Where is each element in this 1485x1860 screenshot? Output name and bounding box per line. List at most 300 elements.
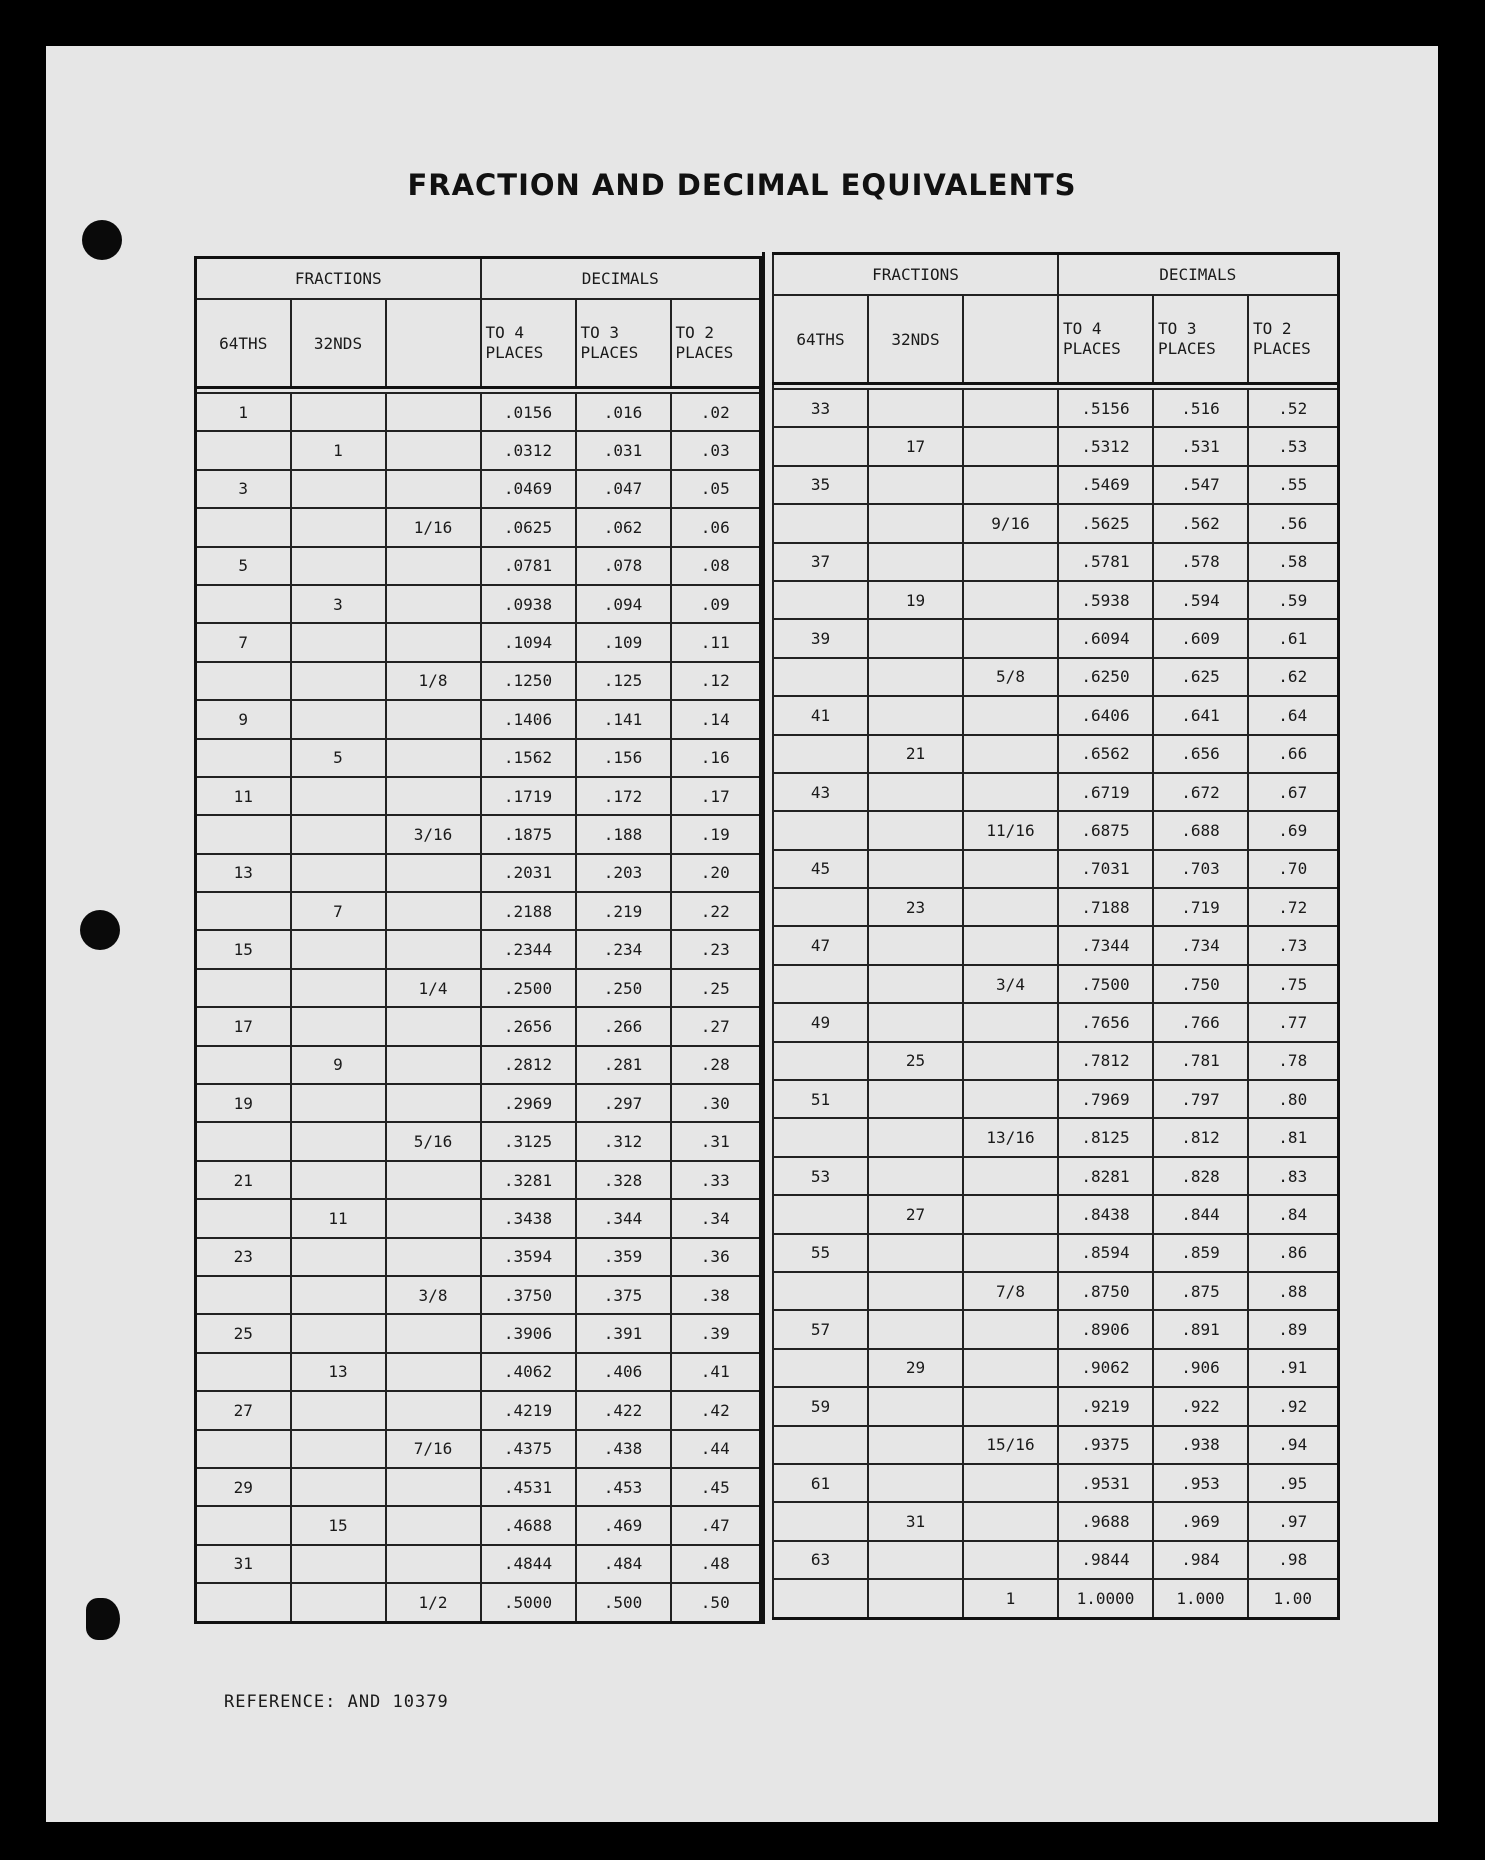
fraction-cell: [291, 1583, 386, 1622]
table-row: [196, 431, 761, 469]
header-line: PLACES: [1158, 339, 1216, 358]
decimal-cell: .67: [1248, 773, 1338, 811]
fraction-cell: 9: [291, 1046, 386, 1084]
decimal-cell: .28: [671, 1046, 761, 1084]
decimal-cell: .7188: [1058, 888, 1153, 926]
fraction-cell: [291, 623, 386, 661]
table-row: [196, 1391, 761, 1429]
decimal-cell: .12: [671, 662, 761, 700]
decimal-cell: .16: [671, 739, 761, 777]
fraction-cell: [196, 585, 291, 623]
table-row: [196, 892, 761, 930]
fraction-cell: [773, 1118, 868, 1156]
decimal-cell: .812: [1153, 1118, 1248, 1156]
decimal-cell: .938: [1153, 1426, 1248, 1464]
fraction-cell: [386, 854, 481, 892]
decimal-cell: .0625: [481, 508, 576, 546]
fraction-cell: 1: [291, 431, 386, 469]
fraction-cell: [196, 662, 291, 700]
fraction-cell: [963, 1502, 1058, 1540]
decimal-cell: 1.00: [1248, 1579, 1338, 1618]
fraction-cell: [773, 1272, 868, 1310]
decimal-cell: .0312: [481, 431, 576, 469]
fraction-cell: 15: [291, 1506, 386, 1544]
fraction-cell: [196, 1046, 291, 1084]
decimal-cell: .4531: [481, 1468, 576, 1506]
fraction-cell: [291, 930, 386, 968]
decimal-cell: .156: [576, 739, 671, 777]
fraction-cell: 21: [868, 735, 963, 773]
fraction-cell: [963, 1541, 1058, 1579]
decimal-cell: .83: [1248, 1157, 1338, 1195]
decimal-cell: .9844: [1058, 1541, 1153, 1579]
table-row: [773, 811, 1338, 849]
table-row: [773, 1195, 1338, 1233]
fraction-cell: [386, 930, 481, 968]
table-row: [196, 1161, 761, 1199]
decimal-cell: .562: [1153, 504, 1248, 542]
fraction-cell: [291, 1468, 386, 1506]
fraction-cell: 13: [291, 1353, 386, 1391]
fraction-cell: 47: [773, 926, 868, 964]
fraction-cell: [868, 1157, 963, 1195]
fraction-cell: 19: [868, 581, 963, 619]
decimal-cell: .52: [1248, 389, 1338, 427]
decimal-cell: .91: [1248, 1349, 1338, 1387]
fraction-cell: 3: [196, 470, 291, 508]
fraction-cell: [868, 543, 963, 581]
fraction-cell: [868, 926, 963, 964]
decimal-cell: .41: [671, 1353, 761, 1391]
decimal-cell: .984: [1153, 1541, 1248, 1579]
decimal-cell: .0156: [481, 393, 576, 431]
fraction-cell: 5: [291, 739, 386, 777]
table-row: [196, 854, 761, 892]
fraction-cell: [291, 508, 386, 546]
table-row: [196, 1238, 761, 1276]
fraction-cell: [291, 1084, 386, 1122]
fraction-cell: [868, 1464, 963, 1502]
decimal-cell: .64: [1248, 696, 1338, 734]
decimal-cell: .2031: [481, 854, 576, 892]
decimal-cell: .6250: [1058, 658, 1153, 696]
decimal-cell: .6406: [1058, 696, 1153, 734]
header-line: PLACES: [485, 343, 544, 362]
decimal-cell: .688: [1153, 811, 1248, 849]
fraction-cell: [963, 466, 1058, 504]
fraction-cell: 11: [196, 777, 291, 815]
table-row: [773, 1118, 1338, 1156]
fraction-cell: [386, 1238, 481, 1276]
fraction-cell: 13: [196, 854, 291, 892]
table-row: [773, 658, 1338, 696]
table-row: [196, 777, 761, 815]
table-row: [773, 1003, 1338, 1041]
decimal-cell: .98: [1248, 1541, 1338, 1579]
header-fractions: FRACTIONS: [773, 254, 1058, 296]
decimal-cell: .2188: [481, 892, 576, 930]
decimal-cell: .80: [1248, 1080, 1338, 1118]
decimal-cell: .1719: [481, 777, 576, 815]
fraction-cell: [196, 1506, 291, 1544]
fraction-cell: [196, 508, 291, 546]
fraction-cell: 3: [291, 585, 386, 623]
decimal-cell: .9219: [1058, 1387, 1153, 1425]
decimal-cell: .1562: [481, 739, 576, 777]
decimal-cell: .92: [1248, 1387, 1338, 1425]
decimal-cell: .188: [576, 815, 671, 853]
fraction-cell: 59: [773, 1387, 868, 1425]
decimal-cell: .469: [576, 1506, 671, 1544]
table-row: [773, 1234, 1338, 1272]
decimal-cell: .7969: [1058, 1080, 1153, 1118]
decimal-cell: .203: [576, 854, 671, 892]
decimal-cell: .8594: [1058, 1234, 1153, 1272]
decimal-cell: .33: [671, 1161, 761, 1199]
decimal-cell: 1.0000: [1058, 1579, 1153, 1618]
table-row: [196, 1276, 761, 1314]
decimal-cell: .797: [1153, 1080, 1248, 1118]
fraction-cell: [386, 1391, 481, 1429]
fraction-cell: 23: [868, 888, 963, 926]
header-fractions: FRACTIONS: [196, 258, 481, 300]
fraction-cell: [291, 393, 386, 431]
binder-hole-bottom: [86, 1598, 120, 1640]
decimal-cell: .766: [1153, 1003, 1248, 1041]
table-row: [196, 662, 761, 700]
decimal-cell: .5469: [1058, 466, 1153, 504]
fraction-cell: [963, 696, 1058, 734]
decimal-cell: .0938: [481, 585, 576, 623]
decimal-cell: .609: [1153, 619, 1248, 657]
fraction-cell: [868, 1080, 963, 1118]
table-row: [773, 735, 1338, 773]
fraction-cell: [291, 1314, 386, 1352]
decimal-cell: .73: [1248, 926, 1338, 964]
fraction-cell: 51: [773, 1080, 868, 1118]
fraction-cell: [963, 888, 1058, 926]
decimal-cell: .922: [1153, 1387, 1248, 1425]
decimal-cell: .703: [1153, 850, 1248, 888]
fraction-cell: [773, 1042, 868, 1080]
decimal-cell: .3438: [481, 1199, 576, 1237]
decimal-cell: .266: [576, 1007, 671, 1045]
fraction-cell: 53: [773, 1157, 868, 1195]
table-row: [773, 1579, 1338, 1618]
decimal-cell: .11: [671, 623, 761, 661]
decimal-cell: .453: [576, 1468, 671, 1506]
decimal-cell: .02: [671, 393, 761, 431]
fraction-cell: [868, 1003, 963, 1041]
decimal-cell: .438: [576, 1430, 671, 1468]
decimal-cell: .641: [1153, 696, 1248, 734]
decimal-cell: .55: [1248, 466, 1338, 504]
fraction-cell: [386, 1468, 481, 1506]
decimal-cell: .953: [1153, 1464, 1248, 1502]
decimal-cell: .4844: [481, 1545, 576, 1583]
fraction-cell: [386, 892, 481, 930]
fraction-cell: 1: [196, 393, 291, 431]
decimal-cell: .969: [1153, 1502, 1248, 1540]
fraction-cell: 29: [196, 1468, 291, 1506]
page-title: FRACTION AND DECIMAL EQUIVALENTS: [407, 168, 1077, 202]
decimal-cell: .875: [1153, 1272, 1248, 1310]
decimal-cell: .9531: [1058, 1464, 1153, 1502]
fraction-cell: [963, 619, 1058, 657]
fraction-cell: 1: [963, 1579, 1058, 1618]
decimal-cell: .20: [671, 854, 761, 892]
fraction-cell: [773, 658, 868, 696]
decimal-cell: .734: [1153, 926, 1248, 964]
fraction-cell: [291, 1430, 386, 1468]
decimal-cell: .56: [1248, 504, 1338, 542]
fraction-cell: 3/16: [386, 815, 481, 853]
table-row: [773, 926, 1338, 964]
reference-note: REFERENCE: AND 10379: [224, 1692, 449, 1712]
fraction-cell: [386, 1314, 481, 1352]
table-row: [773, 850, 1338, 888]
decimal-cell: .9375: [1058, 1426, 1153, 1464]
decimal-cell: .27: [671, 1007, 761, 1045]
table-row: [196, 1430, 761, 1468]
fraction-cell: [773, 1426, 868, 1464]
decimal-cell: .9688: [1058, 1502, 1153, 1540]
decimal-cell: .30: [671, 1084, 761, 1122]
decimal-cell: .672: [1153, 773, 1248, 811]
binder-hole-top: [82, 220, 122, 260]
fraction-cell: [868, 658, 963, 696]
decimal-cell: .08: [671, 547, 761, 585]
decimal-cell: .3594: [481, 1238, 576, 1276]
decimal-cell: .047: [576, 470, 671, 508]
table-row: [196, 739, 761, 777]
fraction-cell: [773, 735, 868, 773]
decimal-cell: .75: [1248, 965, 1338, 1003]
table-center-divider: [762, 252, 772, 1624]
header-fraction-other: [963, 295, 1058, 384]
decimal-cell: .094: [576, 585, 671, 623]
fraction-cell: [196, 1199, 291, 1237]
fraction-cell: 17: [868, 427, 963, 465]
decimal-cell: .781: [1153, 1042, 1248, 1080]
fraction-cell: [773, 888, 868, 926]
decimal-cell: .422: [576, 1391, 671, 1429]
table-row: [773, 1541, 1338, 1579]
header-to-2-places: [1248, 295, 1338, 384]
fraction-cell: 19: [196, 1084, 291, 1122]
decimal-cell: .7031: [1058, 850, 1153, 888]
fraction-cell: [291, 969, 386, 1007]
fraction-cell: 1/2: [386, 1583, 481, 1622]
table-row: [773, 543, 1338, 581]
table-row: [196, 623, 761, 661]
decimal-cell: .5156: [1058, 389, 1153, 427]
equivalents-table: [194, 252, 1364, 1624]
right-rows: [773, 389, 1338, 1618]
fraction-cell: 1/4: [386, 969, 481, 1007]
fraction-cell: [386, 700, 481, 738]
binder-hole-middle: [80, 910, 120, 950]
decimal-cell: .062: [576, 508, 671, 546]
table-row: [196, 393, 761, 431]
header-line: PLACES: [580, 343, 639, 362]
decimal-cell: .031: [576, 431, 671, 469]
header-64ths: 64THS: [196, 299, 291, 388]
decimal-cell: .7344: [1058, 926, 1153, 964]
table-row: [196, 1468, 761, 1506]
table-row: [773, 1387, 1338, 1425]
decimal-cell: .1250: [481, 662, 576, 700]
decimal-cell: .141: [576, 700, 671, 738]
fraction-cell: [386, 1353, 481, 1391]
fraction-cell: [386, 1007, 481, 1045]
decimal-cell: .7656: [1058, 1003, 1153, 1041]
fraction-cell: 61: [773, 1464, 868, 1502]
fraction-cell: [963, 543, 1058, 581]
fraction-cell: [868, 1579, 963, 1618]
fraction-cell: [963, 850, 1058, 888]
fraction-cell: [868, 389, 963, 427]
fraction-cell: [386, 1506, 481, 1544]
fraction-cell: [291, 1161, 386, 1199]
decimal-cell: .17: [671, 777, 761, 815]
decimal-cell: .70: [1248, 850, 1338, 888]
decimal-cell: .72: [1248, 888, 1338, 926]
table-row: [196, 1545, 761, 1583]
decimal-cell: .95: [1248, 1464, 1338, 1502]
decimal-cell: .97: [1248, 1502, 1338, 1540]
decimal-cell: .77: [1248, 1003, 1338, 1041]
table-row: [773, 1426, 1338, 1464]
fraction-cell: [773, 427, 868, 465]
decimal-cell: .8750: [1058, 1272, 1153, 1310]
decimal-cell: .03: [671, 431, 761, 469]
header-line: TO 4: [485, 323, 525, 342]
decimal-cell: .3906: [481, 1314, 576, 1352]
decimal-cell: .36: [671, 1238, 761, 1276]
decimal-cell: .1406: [481, 700, 576, 738]
decimal-cell: .7812: [1058, 1042, 1153, 1080]
header-line: TO 2: [1253, 319, 1292, 338]
fraction-cell: 15/16: [963, 1426, 1058, 1464]
table-right-half: [772, 252, 1340, 1620]
fraction-cell: 3/8: [386, 1276, 481, 1314]
fraction-cell: [196, 1276, 291, 1314]
header-32nds: 32NDS: [868, 295, 963, 384]
table-row: [196, 1046, 761, 1084]
fraction-cell: [868, 619, 963, 657]
fraction-cell: [868, 811, 963, 849]
fraction-cell: [386, 547, 481, 585]
fraction-cell: 35: [773, 466, 868, 504]
decimal-cell: .7500: [1058, 965, 1153, 1003]
decimal-cell: .84: [1248, 1195, 1338, 1233]
fraction-cell: [291, 777, 386, 815]
decimal-cell: .8281: [1058, 1157, 1153, 1195]
table-row: [773, 1502, 1338, 1540]
decimal-cell: .578: [1153, 543, 1248, 581]
decimal-cell: .172: [576, 777, 671, 815]
decimal-cell: .484: [576, 1545, 671, 1583]
fraction-cell: [963, 389, 1058, 427]
decimal-cell: .47: [671, 1506, 761, 1544]
fraction-cell: [868, 1234, 963, 1272]
decimal-cell: .406: [576, 1353, 671, 1391]
decimal-cell: .42: [671, 1391, 761, 1429]
fraction-cell: [386, 1199, 481, 1237]
header-32nds: 32NDS: [291, 299, 386, 388]
fraction-cell: [963, 1310, 1058, 1348]
decimal-cell: .25: [671, 969, 761, 1007]
decimal-cell: .61: [1248, 619, 1338, 657]
fraction-cell: 7/8: [963, 1272, 1058, 1310]
fraction-cell: [868, 773, 963, 811]
decimal-cell: .6875: [1058, 811, 1153, 849]
fraction-cell: [868, 1541, 963, 1579]
table-row: [196, 815, 761, 853]
fraction-cell: 39: [773, 619, 868, 657]
table-row: [773, 1464, 1338, 1502]
decimal-cell: .391: [576, 1314, 671, 1352]
table-row: [773, 427, 1338, 465]
fraction-cell: [963, 735, 1058, 773]
fraction-cell: [868, 965, 963, 1003]
fraction-cell: [196, 1583, 291, 1622]
table-row: [773, 1157, 1338, 1195]
fraction-cell: 21: [196, 1161, 291, 1199]
fraction-cell: 7: [291, 892, 386, 930]
decimal-cell: .531: [1153, 427, 1248, 465]
header-line: TO 4: [1063, 319, 1102, 338]
decimal-cell: .66: [1248, 735, 1338, 773]
fraction-cell: [963, 1157, 1058, 1195]
table-row: [773, 619, 1338, 657]
fraction-cell: [196, 892, 291, 930]
fraction-cell: [386, 1161, 481, 1199]
decimal-cell: .250: [576, 969, 671, 1007]
fraction-cell: [386, 739, 481, 777]
decimal-cell: .2812: [481, 1046, 576, 1084]
decimal-cell: .09: [671, 585, 761, 623]
fraction-cell: [963, 1003, 1058, 1041]
fraction-cell: 31: [868, 1502, 963, 1540]
decimal-cell: .69: [1248, 811, 1338, 849]
decimal-cell: .5781: [1058, 543, 1153, 581]
fraction-cell: [291, 547, 386, 585]
fraction-cell: 27: [196, 1391, 291, 1429]
table-row: [773, 773, 1338, 811]
decimal-cell: .14: [671, 700, 761, 738]
decimal-cell: .4062: [481, 1353, 576, 1391]
decimal-cell: .5000: [481, 1583, 576, 1622]
decimal-cell: .844: [1153, 1195, 1248, 1233]
fraction-cell: [868, 1426, 963, 1464]
decimal-cell: .5938: [1058, 581, 1153, 619]
decimal-cell: .219: [576, 892, 671, 930]
fraction-cell: [386, 470, 481, 508]
left-rows: [196, 393, 761, 1622]
decimal-cell: .0781: [481, 547, 576, 585]
table-row: [196, 1007, 761, 1045]
decimal-cell: .281: [576, 1046, 671, 1084]
fraction-cell: 17: [196, 1007, 291, 1045]
table-row: [196, 930, 761, 968]
fraction-cell: 1/16: [386, 508, 481, 546]
header-fraction-other: [386, 299, 481, 388]
decimal-cell: 1.000: [1153, 1579, 1248, 1618]
decimal-cell: .45: [671, 1468, 761, 1506]
table-row: [196, 1084, 761, 1122]
